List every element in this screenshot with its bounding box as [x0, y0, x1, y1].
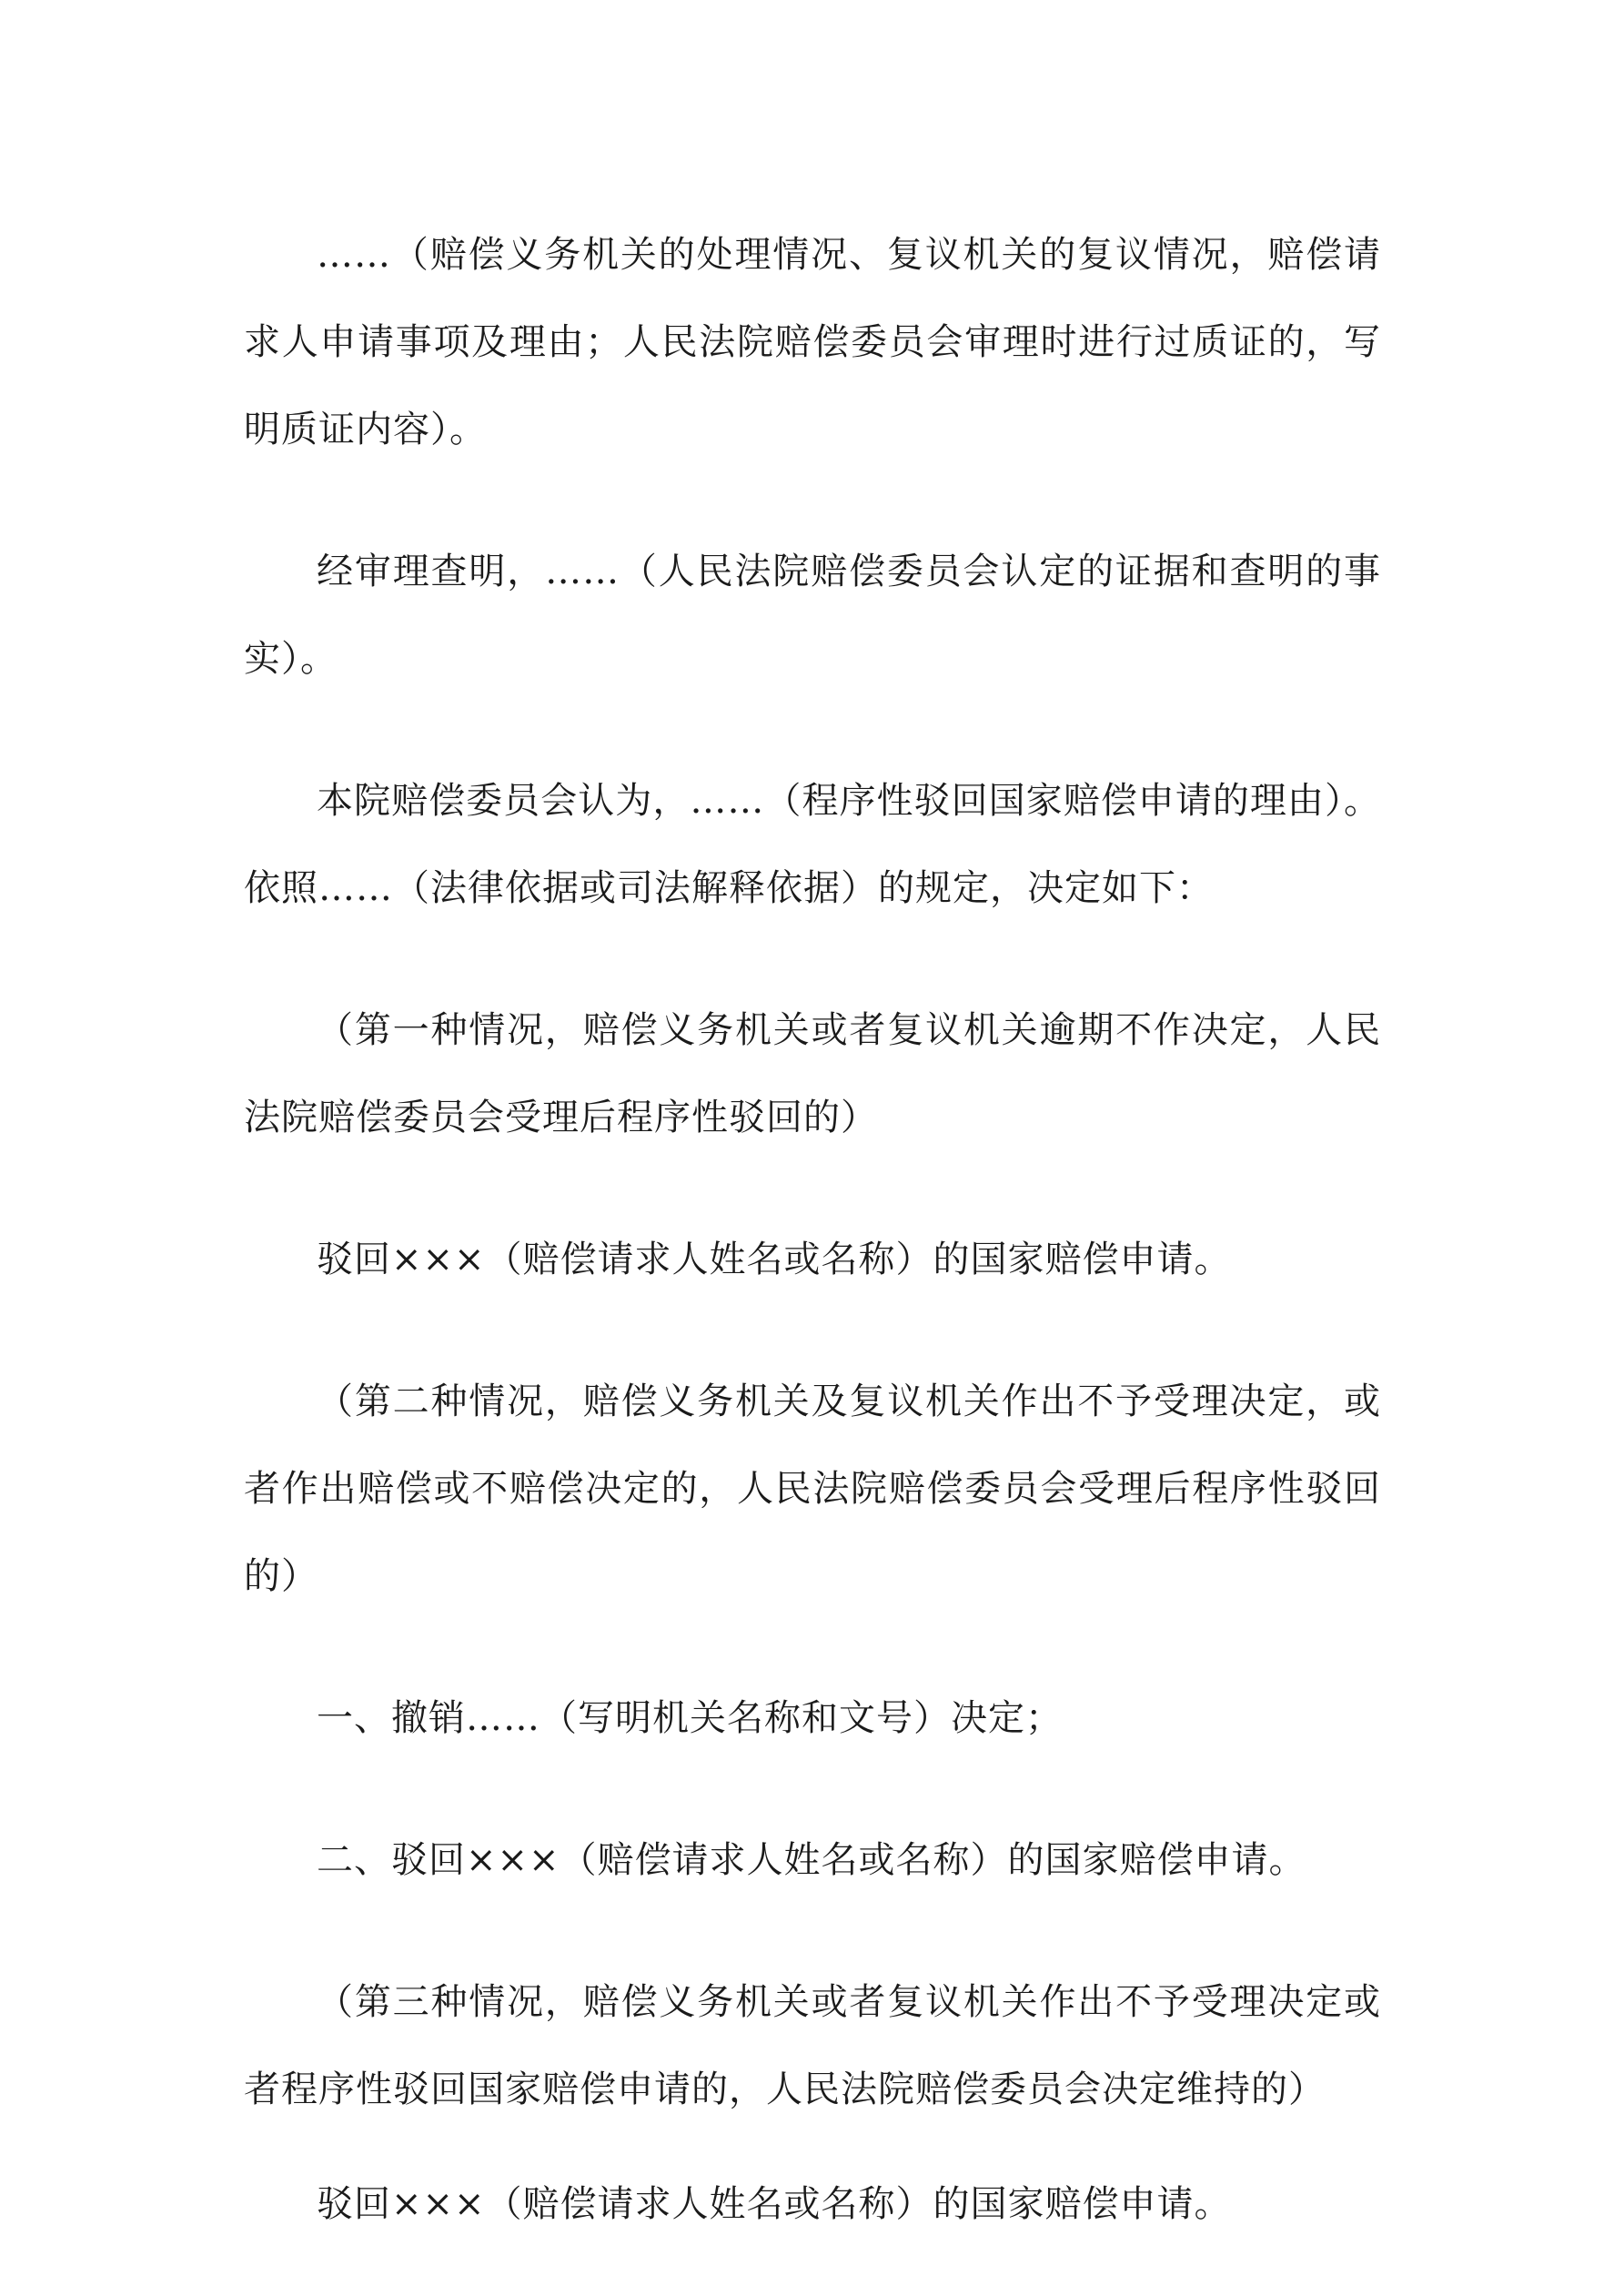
- paragraph-case-one-decision: 驳回×××（赔偿请求人姓名或名称）的国家赔偿申请。: [317, 1239, 1232, 1280]
- paragraph-findings: 经审理查明，……（人民法院赔偿委员会认定的证据和查明的事实）。: [244, 551, 1381, 680]
- paragraph-reasoning: 本院赔偿委员会认为，……（程序性驳回国家赔偿申请的理由）。依照……（法律依据或司法解释依据）的规定，决定如下：: [244, 780, 1381, 909]
- paragraph-case-two-item-one: 一、撤销……（写明机关名称和文号）决定；: [317, 1697, 1063, 1739]
- paragraph-case-background: ……（赔偿义务机关的处理情况、复议机关的复议情况，赔偿请求人申请事项及理由；人民法院赔偿委员会审理时进行过质证的，写明质证内容）。: [244, 234, 1381, 450]
- paragraph-case-one-note: （第一种情况，赔偿义务机关或者复议机关逾期不作决定，人民法院赔偿委员会受理后程序性驳回的）: [244, 1009, 1381, 1138]
- paragraph-case-two-note: （第二种情况，赔偿义务机关及复议机关作出不予受理决定，或者作出赔偿或不赔偿决定的，人民法院赔偿委员会受理后程序性驳回的）: [244, 1381, 1381, 1597]
- paragraph-case-three-decision: 驳回×××（赔偿请求人姓名或名称）的国家赔偿申请。: [317, 2183, 1232, 2225]
- paragraph-case-three-note: （第三种情况，赔偿义务机关或者复议机关作出不予受理决定或者程序性驳回国家赔偿申请的，人民法院赔偿委员会决定维持的）: [244, 1981, 1381, 2110]
- document-body: [244, 211, 1381, 2248]
- paragraph-case-two-item-two: 二、驳回×××（赔偿请求人姓名或名称）的国家赔偿申请。: [317, 1839, 1306, 1881]
